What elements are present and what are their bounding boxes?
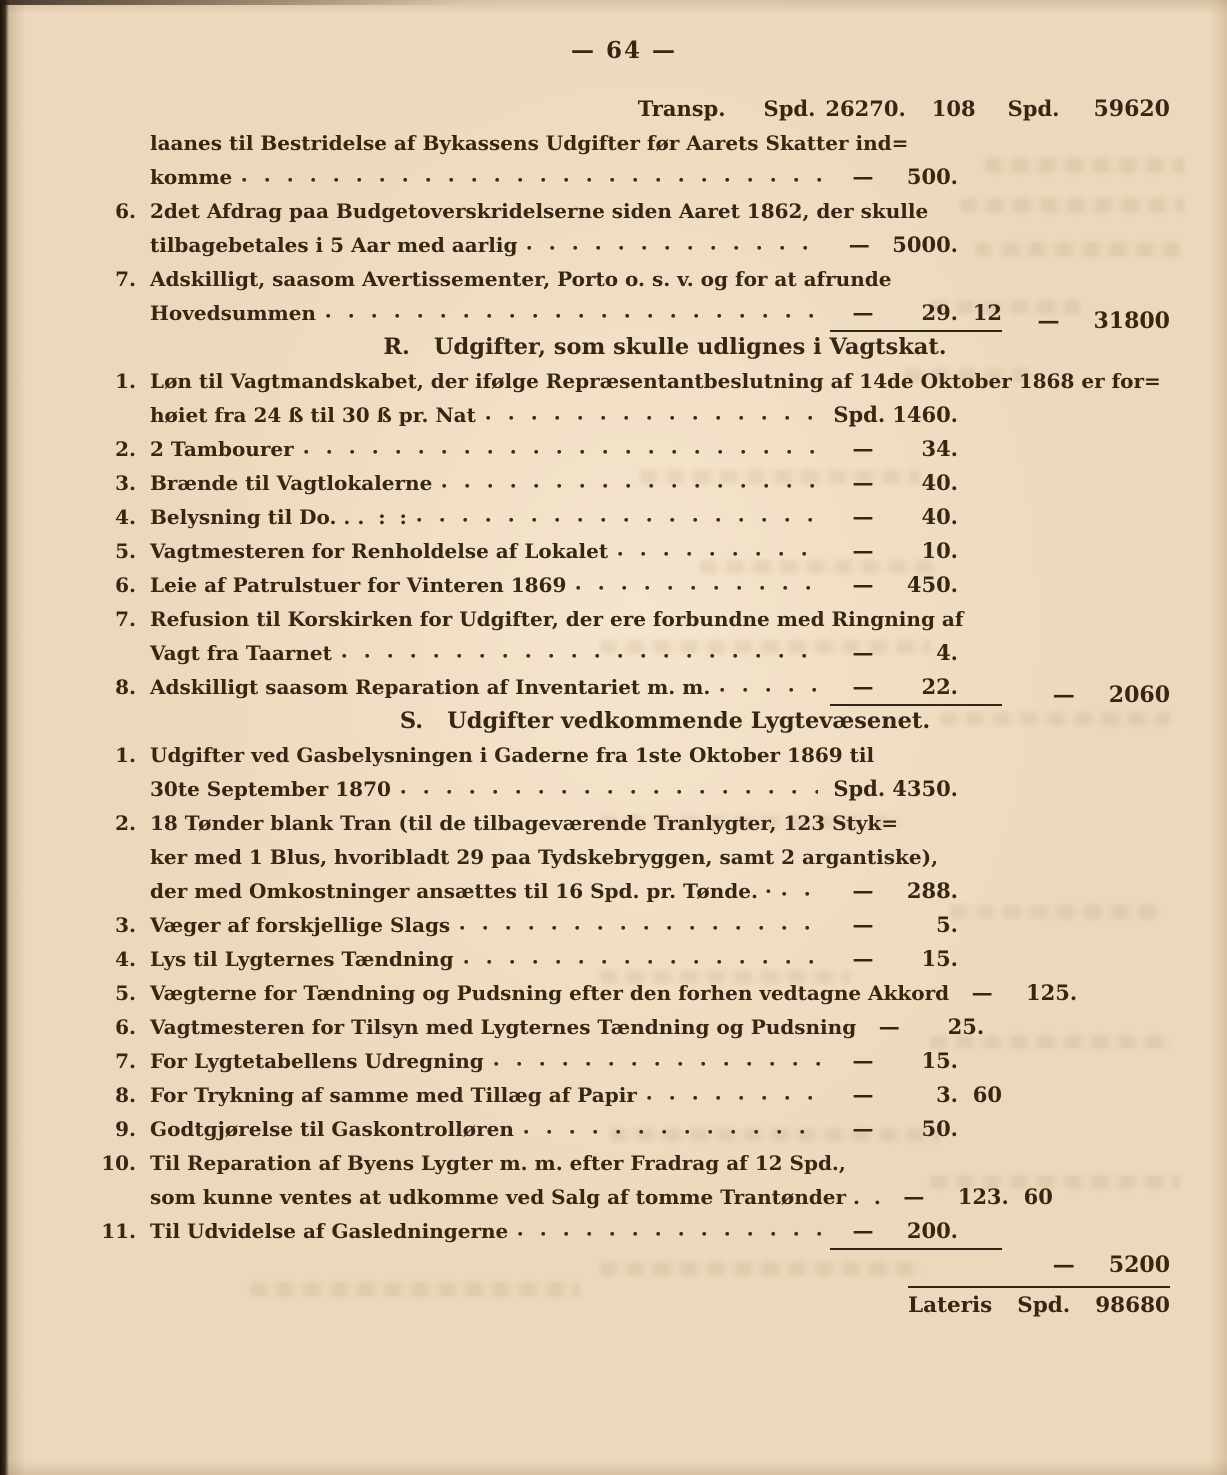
amount-group [830, 534, 1002, 568]
ledger-row [78, 602, 1170, 636]
amount-skilling: 12 [972, 300, 1002, 325]
dot-leader [486, 415, 818, 421]
amount-group [830, 160, 1002, 194]
item-number: 1. [115, 743, 136, 767]
item-text: som kunne ventes at udkomme ved Salg af tomme Trantønder . . [150, 1185, 881, 1209]
item-text: Brænde til Vagtlokalerne [150, 471, 433, 495]
item-number: 4. [115, 505, 136, 529]
currency-unit-or-dash: — [852, 436, 874, 461]
item-text: 30te September 1870 [150, 777, 391, 801]
lateris-unit: Spd. [1017, 1293, 1071, 1318]
item-text: ker med 1 Blus, hvoribladt 29 paa Tydskebryggen, samt 2 argantiske), [150, 845, 939, 869]
ledger-row [78, 160, 1170, 194]
item-number: 10. [101, 1151, 136, 1175]
amount-spd: 125. [1026, 980, 1078, 1005]
amount-spd: 500. [906, 164, 958, 189]
transport-skilling-left: 108 [931, 96, 976, 121]
amount-group [826, 228, 1002, 262]
ledger-row [78, 1180, 1170, 1214]
currency-unit-or-dash: — [852, 1048, 874, 1073]
dot-leader [720, 687, 822, 693]
amount-group [830, 1112, 1002, 1146]
item-number: 6. [115, 1015, 136, 1039]
amount-spd: 288. [906, 878, 958, 903]
amount-group [830, 466, 1002, 500]
amount-spd: 25. [947, 1014, 985, 1039]
amount-spd: 29. [921, 300, 958, 325]
currency-unit-or-dash: — [848, 232, 870, 257]
item-text: Lys til Lygternes Tændning [150, 947, 454, 971]
ledger-row [78, 398, 1170, 432]
item-number: 2. [115, 811, 136, 835]
ledger-row [78, 738, 1170, 772]
ledger-row [78, 1010, 1170, 1044]
dot-leader [417, 517, 822, 523]
item-number: 7. [115, 1049, 136, 1073]
amount-group [949, 976, 1121, 1010]
amount-group [830, 432, 1002, 466]
item-number: 3. [115, 913, 136, 937]
item-number: 8. [115, 675, 136, 699]
item-text: Vagtmesteren for Renholdelse af Lokalet [150, 539, 609, 563]
item-text: Løn til Vagtmandskabet, der ifølge Repræsentantbeslutning af 14de Oktober 1868 er for= [150, 369, 1161, 393]
amount-spd: 34. [921, 436, 958, 461]
currency-unit-or-dash: — [852, 470, 874, 495]
lateris-total-box [908, 1286, 1170, 1318]
amount-spd: 22. [921, 674, 958, 699]
dot-leader [326, 313, 822, 319]
carryover-dash: — [1052, 682, 1075, 708]
item-text: laanes til Bestridelse af Bykassens Udgifter før Aarets Skatter ind= [150, 131, 909, 155]
amount-group [830, 908, 1002, 942]
amount-spd: 40. [921, 504, 958, 529]
ledger-row [78, 126, 1170, 160]
transport-carryover-row [78, 92, 1170, 126]
currency-unit-or-dash: — [852, 1082, 874, 1107]
currency-unit-or-dash: — [852, 1116, 874, 1141]
dot-leader [242, 177, 822, 183]
transport-total-right: 59620 [1093, 96, 1170, 122]
ledger-row [78, 636, 1170, 670]
ledger-row [78, 772, 1170, 806]
item-number: 11. [101, 1219, 136, 1243]
carryover-total: 5200 [1108, 1252, 1170, 1278]
item-text: Godtgjørelse til Gaskontrolløren [150, 1117, 514, 1141]
item-text: 18 Tønder blank Tran (til de tilbageværende Tranlygter, 123 Styk= [150, 811, 899, 835]
amount-spd: 4. [936, 640, 958, 665]
ledger-row [78, 806, 1170, 840]
dot-leader [342, 653, 822, 659]
currency-unit-or-dash: — [852, 300, 874, 325]
amount-group [830, 1078, 1002, 1112]
amount-group [830, 568, 1002, 602]
currency-unit-or-dash: — [852, 538, 874, 563]
amount-spd: 123. [957, 1184, 1009, 1209]
carryover-total-column [1002, 1248, 1170, 1282]
amount-spd: 450. [906, 572, 958, 597]
amount-spd: 4350. [892, 776, 958, 801]
ledger-row [78, 1214, 1170, 1248]
currency-unit-or-dash: — [878, 1014, 900, 1039]
currency-unit-or-dash: Spd. [833, 776, 886, 801]
amount-spd: 5. [936, 912, 958, 937]
item-text: 2 Tambourer [150, 437, 294, 461]
ledger-row [78, 500, 1170, 534]
amount-group [830, 874, 1002, 908]
item-text: Til Reparation af Byens Lygter m. m. efter Fradrag af 12 Spd., [150, 1151, 846, 1175]
lateris-row [78, 1286, 1170, 1318]
currency-unit-or-dash: — [852, 878, 874, 903]
dot-leader [494, 1061, 822, 1067]
currency-unit-or-dash: — [903, 1184, 925, 1209]
dot-leader [442, 483, 822, 489]
transport-label: Transp. [637, 96, 726, 121]
carryover-dash: — [1052, 1252, 1075, 1278]
amount-skilling: 60 [1023, 1184, 1053, 1209]
amount-group [830, 636, 1002, 670]
amount-group [830, 1214, 1002, 1250]
amount-group [830, 670, 1002, 706]
currency-unit-or-dash: — [852, 504, 874, 529]
currency-unit-or-dash: — [852, 946, 874, 971]
ledger-rows [78, 126, 1170, 1282]
item-text: Hovedsummen [150, 301, 316, 325]
item-text: Adskilligt saasom Reparation af Inventariet m. m. [150, 675, 711, 699]
transport-amount-left: 26270. [825, 96, 906, 121]
amount-skilling: 60 [972, 1082, 1002, 1107]
item-text: Leie af Patrulstuer for Vinteren 1869 [150, 573, 567, 597]
ledger-row [78, 670, 1170, 708]
ledger-row [78, 976, 1170, 1010]
dot-leader [464, 959, 822, 965]
item-text: tilbagebetales i 5 Aar med aarlig [150, 233, 518, 257]
carryover-total: 31800 [1093, 308, 1170, 334]
ledger-row [78, 296, 1170, 334]
ledger-row [78, 568, 1170, 602]
dot-leader [576, 585, 822, 591]
ledger-row [78, 466, 1170, 500]
ledger-row [78, 942, 1170, 976]
item-text: Udgifter ved Gasbelysningen i Gaderne fra 1ste Oktober 1869 til [150, 743, 875, 767]
currency-unit-or-dash: — [971, 980, 993, 1005]
ledger-row [78, 1248, 1170, 1282]
item-text: Væger af forskjellige Slags [150, 913, 451, 937]
item-text: 2det Afdrag paa Budgetoverskridelserne siden Aaret 1862, der skulle [150, 199, 929, 223]
item-number: 6. [115, 199, 136, 223]
currency-unit-or-dash: — [852, 640, 874, 665]
item-text: Vagt fra Taarnet [150, 641, 332, 665]
amount-spd: 40. [921, 470, 958, 495]
currency-unit-or-dash: — [852, 572, 874, 597]
item-text: Vægterne for Tændning og Pudsning efter den forhen vedtagne Akkord [150, 981, 950, 1005]
amount-spd: 10. [921, 538, 958, 563]
item-number: 5. [115, 981, 136, 1005]
section-letter: R. [383, 334, 410, 360]
ledger-row [78, 1146, 1170, 1180]
section-letter: S. [399, 708, 424, 734]
ledger-row [78, 194, 1170, 228]
item-text: For Lygtetabellens Udregning [150, 1049, 484, 1073]
amount-spd: 50. [921, 1116, 958, 1141]
ledger-row [78, 534, 1170, 568]
item-text: For Trykning af samme med Tillæg af Papir [150, 1083, 637, 1107]
amount-spd: 15. [921, 946, 958, 971]
ledger-row [78, 432, 1170, 466]
dot-leader [647, 1095, 822, 1101]
item-text: Vagtmesteren for Tilsyn med Lygternes Tændning og Pudsning [150, 1015, 857, 1039]
lateris-total: 98680 [1095, 1293, 1170, 1318]
item-text: Belysning til Do. . . : : [150, 505, 407, 529]
carryover-dash: — [1037, 308, 1060, 334]
dot-leader [527, 245, 818, 251]
item-text: Adskilligt, saasom Avertissementer, Porto o. s. v. og for at afrunde [150, 267, 892, 291]
amount-group [826, 398, 1002, 432]
item-number: 7. [115, 607, 136, 631]
ledger-row [78, 228, 1170, 262]
item-text: komme [150, 165, 233, 189]
carryover-total: 2060 [1108, 682, 1170, 708]
section-title: Udgifter, som skulle udlignes i Vagtskat. [433, 334, 947, 360]
currency-unit-or-dash: — [852, 912, 874, 937]
currency-unit-or-dash: — [852, 674, 874, 699]
currency-unit-or-dash: Spd. [833, 402, 886, 427]
dot-leader [618, 551, 822, 557]
amount-spd: 200. [906, 1218, 958, 1243]
item-number: 3. [115, 471, 136, 495]
currency-unit-or-dash: — [852, 1218, 874, 1243]
item-number: 9. [115, 1117, 136, 1141]
ledger-row [78, 1044, 1170, 1078]
dot-leader [401, 789, 818, 795]
transport-unit-right: Spd. [1007, 96, 1060, 121]
page-number: — 64 — [570, 37, 678, 64]
carryover-total-column [1002, 304, 1170, 338]
dot-leader [524, 1129, 822, 1135]
item-number: 5. [115, 539, 136, 563]
amount-group [830, 942, 1002, 976]
item-text: Til Udvidelse af Gasledningerne [150, 1219, 509, 1243]
ledger-row [78, 364, 1170, 398]
ledger-row [78, 908, 1170, 942]
dot-leader [782, 891, 822, 897]
item-number: 2. [115, 437, 136, 461]
item-number: 6. [115, 573, 136, 597]
amount-group [881, 1180, 1053, 1214]
item-number: 8. [115, 1083, 136, 1107]
item-text: Refusion til Korskirken for Udgifter, der ere forbundne med Ringning af [150, 607, 964, 631]
amount-spd: 1460. [892, 402, 958, 427]
amount-group [830, 500, 1002, 534]
ledger-row [78, 1078, 1170, 1112]
amount-spd: 15. [921, 1048, 958, 1073]
section-title: Udgifter vedkommende Lygtevæsenet. [447, 708, 931, 734]
ledger-row [78, 1112, 1170, 1146]
dot-leader [304, 449, 822, 455]
carryover-total-column [1002, 678, 1170, 712]
dot-leader [518, 1231, 822, 1237]
item-text: høiet fra 24 ß til 30 ß pr. Nat [150, 403, 476, 427]
amount-group [856, 1010, 1028, 1044]
item-number: 1. [115, 369, 136, 393]
amount-group [830, 1044, 1002, 1078]
item-text: der med Omkostninger ansættes til 16 Spd. pr. Tønde. · [150, 879, 772, 903]
amount-spd: 3. [936, 1082, 958, 1107]
transport-unit-left: Spd. [763, 96, 816, 121]
ledger-row [78, 874, 1170, 908]
ledger-row [78, 840, 1170, 874]
ledger-row [78, 262, 1170, 296]
currency-unit-or-dash: — [852, 164, 874, 189]
dot-leader [460, 925, 822, 931]
item-number: 4. [115, 947, 136, 971]
item-number: 7. [115, 267, 136, 291]
amount-group [830, 296, 1002, 332]
lateris-label: Lateris [908, 1293, 993, 1318]
amount-group [826, 772, 1002, 806]
amount-spd: 5000. [892, 232, 958, 257]
